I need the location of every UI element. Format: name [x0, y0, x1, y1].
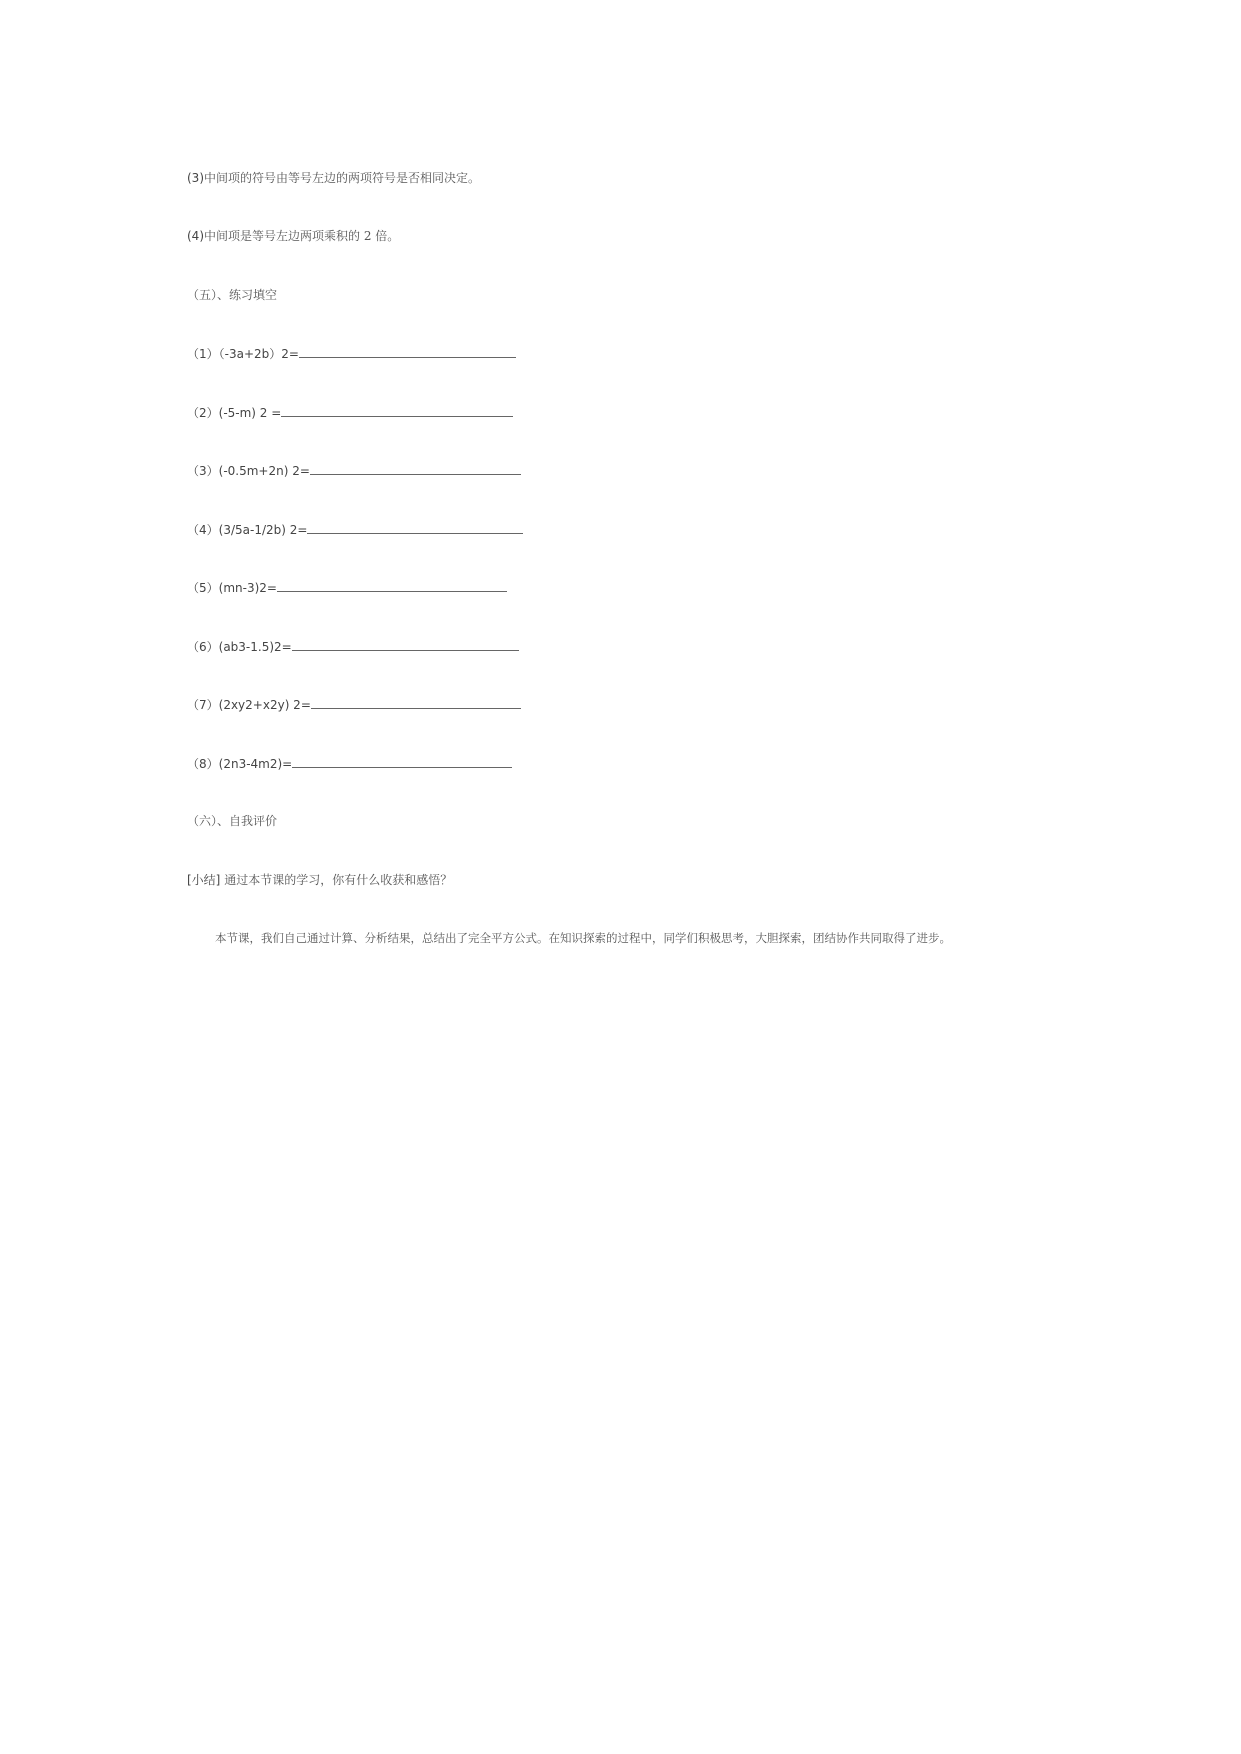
section-six-heading: （六）、自我评价 — [187, 814, 278, 828]
exercise-number: （3） — [187, 464, 219, 478]
exercise-4 — [187, 521, 523, 538]
exercise-expression: (-5-m) 2 = — [218, 406, 282, 420]
point-number: (3) — [187, 171, 204, 185]
answer-blank[interactable] — [310, 462, 521, 475]
point-number: (4) — [187, 229, 204, 243]
exercise-number: （4） — [187, 523, 219, 537]
point-text: 中间项是等号左边两项乘积的 2 倍。 — [204, 229, 400, 243]
section-five-heading: （五）、练习填空 — [187, 288, 278, 302]
exercise-expression: (2n3-4m2)= — [218, 757, 293, 771]
exercise-1 — [187, 345, 516, 362]
exercise-expression: (-0.5m+2n) 2= — [218, 464, 310, 478]
summary-paragraph: 本节课，我们自己通过计算、分析结果，总结出了完全平方公式。在知识探索的过程中，同学们积极思考，大胆探索，团结协作共同取得了进步。 — [215, 931, 951, 945]
exercise-7 — [187, 696, 521, 713]
point-text: 中间项的符号由等号左边的两项符号是否相同决定。 — [204, 171, 481, 185]
exercise-expression: (3/5a-1/2b) 2= — [218, 523, 308, 537]
answer-blank[interactable] — [292, 755, 512, 768]
exercise-number: （6） — [187, 640, 219, 654]
exercise-2 — [187, 404, 513, 421]
exercise-expression: （-3a+2b）2= — [218, 347, 299, 361]
exercise-6 — [187, 638, 519, 655]
exercise-5 — [187, 579, 507, 596]
answer-blank[interactable] — [307, 521, 523, 534]
exercise-expression: (mn-3)2= — [218, 581, 277, 595]
answer-blank[interactable] — [292, 638, 519, 651]
exercise-8 — [187, 755, 512, 772]
exercise-number: （2） — [187, 406, 219, 420]
summary-question: 通过本节课的学习，你有什么收获和感悟？ — [224, 873, 453, 887]
exercise-number: （1） — [187, 347, 219, 361]
summary-line — [187, 872, 452, 888]
point-4 — [187, 228, 399, 244]
answer-blank[interactable] — [311, 696, 521, 709]
answer-blank[interactable] — [281, 404, 513, 417]
answer-blank[interactable] — [299, 345, 516, 358]
exercise-number: （7） — [187, 698, 219, 712]
point-3 — [187, 170, 480, 186]
exercise-expression: (ab3-1.5)2= — [218, 640, 292, 654]
answer-blank[interactable] — [277, 579, 507, 592]
summary-label: [小结] — [187, 873, 221, 887]
exercise-3 — [187, 462, 521, 479]
exercise-number: （8） — [187, 757, 219, 771]
exercise-expression: (2xy2+x2y) 2= — [218, 698, 311, 712]
exercise-number: （5） — [187, 581, 219, 595]
